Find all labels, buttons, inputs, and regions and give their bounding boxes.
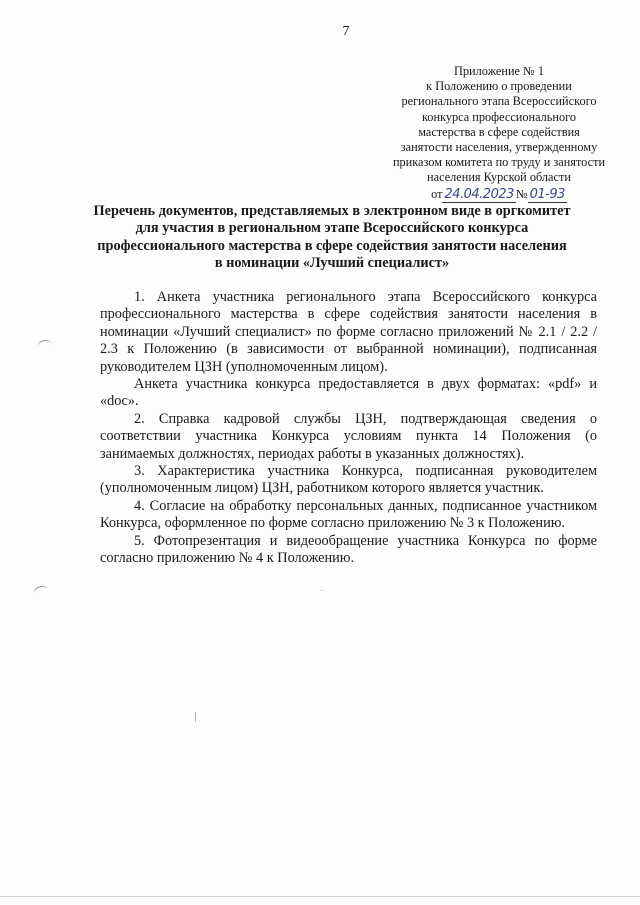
appendix-line: населения Курской области <box>427 170 571 185</box>
paragraph-item-4: 4. Согласие на обработку персональных данных, подписанное участником Конкурса, оформленное по форме согласно приложению № 3 к Положению. <box>100 497 597 532</box>
number-prefix: № <box>515 186 528 201</box>
appendix-line: Приложение № 1 <box>453 64 545 78</box>
paragraph-item-1: 1. Анкета участника регионального этапа Всероссийского конкурса профессионального мастерства в сфере содействия занятости населения в номинации «Лучший специалист» по форме согласно приложений № 2.1 / 2.2 / 2.3 к Положению (в зависимости от выбранной номинации), подписанная руководителем ЦЗН (уполномоченным лицом). <box>100 289 597 375</box>
appendix-line: мастерства в сфере содействия <box>418 124 580 139</box>
order-date-number <box>378 187 620 202</box>
handwritten-date: 24.04.2023 <box>444 186 514 202</box>
paragraph-item-5: 5. Фотопрезентация и видеообращение участника Конкурса по форме согласно приложению № 4 к Положению. <box>100 532 597 567</box>
document-title <box>92 203 572 272</box>
scan-speck <box>195 712 196 722</box>
paragraph-formats: Анкета участника конкурса предоставляется в двух форматах: «pdf» и «doc». <box>100 376 597 410</box>
page-number: 7 <box>342 24 350 39</box>
date-prefix: от <box>431 186 443 201</box>
scan-edge-line <box>0 896 640 897</box>
punch-hole-mark <box>33 584 50 599</box>
document-body <box>100 289 597 568</box>
paragraph-item-2: 2. Справка кадровой службы ЦЗН, подтверждающая сведения о соответствии участника Конкурса условиям пункта 14 Положения (о занимаемых должностях, периодах работы в указанных должностях). <box>100 410 597 462</box>
title-line: Перечень документов, представляемых в электронном виде в оргкомитет <box>93 203 571 219</box>
handwritten-number: 01-93 <box>529 186 565 202</box>
appendix-line: занятости населения, утвержденному <box>400 140 598 155</box>
scan-speck <box>320 590 324 591</box>
title-line: профессионального мастерства в сфере содействия занятости населения <box>97 237 567 254</box>
appendix-line: приказом комитета по труду и занятости <box>392 155 606 170</box>
title-line: в номинации «Лучший специалист» <box>214 254 450 271</box>
appendix-header <box>378 64 620 202</box>
appendix-line: регионального этапа Всероссийского <box>401 94 597 109</box>
punch-hole-mark <box>37 339 52 352</box>
appendix-line: к Положению о проведении <box>426 79 572 94</box>
appendix-line: конкурса профессионального <box>421 109 577 124</box>
paragraph-item-3: 3. Характеристика участника Конкурса, подписанная руководителем (уполномоченным лицом) ЦЗН, работником которого является участник. <box>100 463 597 497</box>
title-line: для участия в региональном этапе Всероссийского конкурса <box>135 220 529 237</box>
